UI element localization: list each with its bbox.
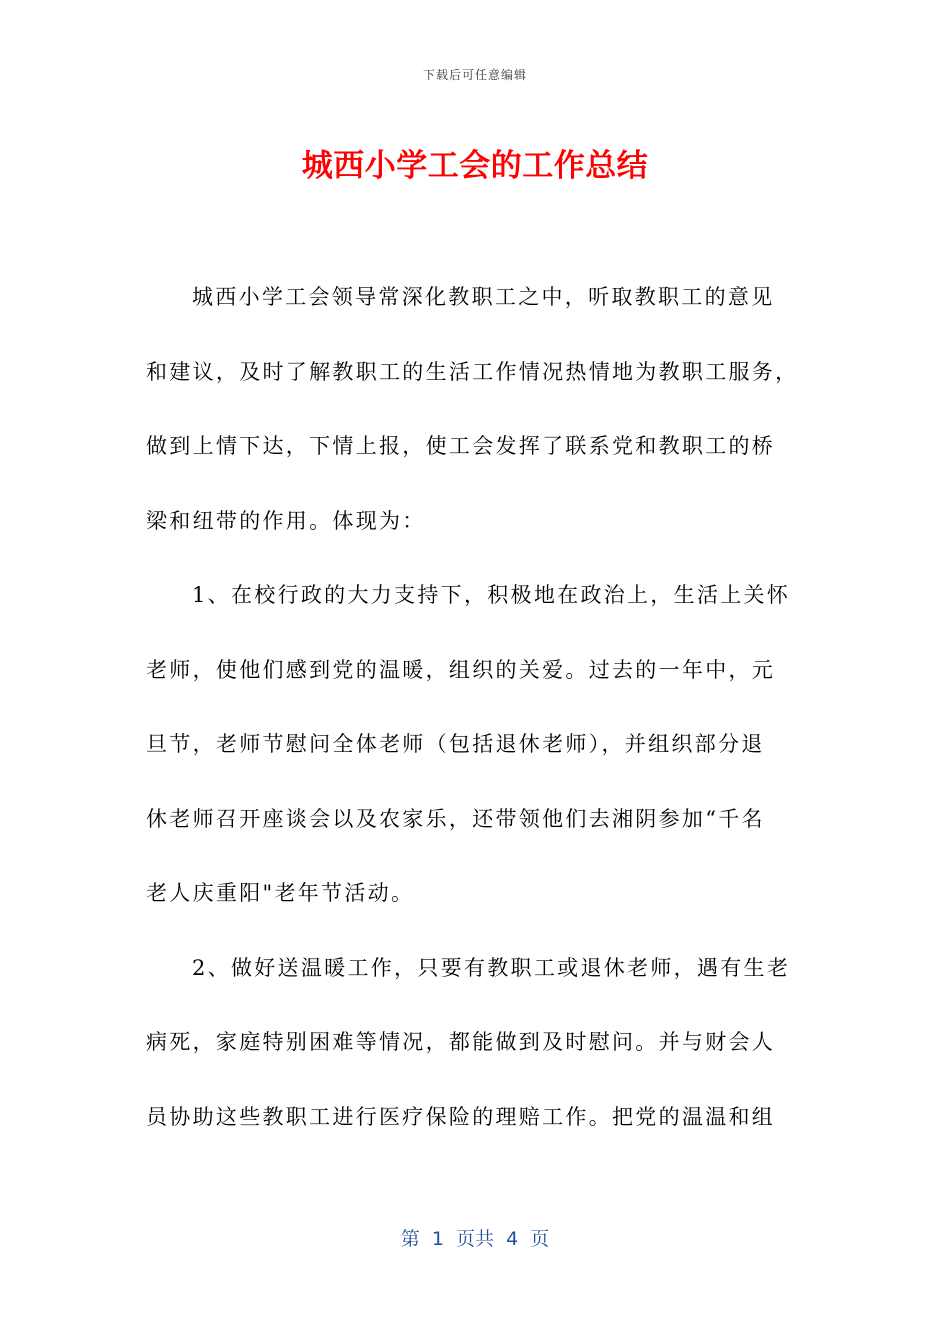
page-number-footer: 第 1 页共 4 页: [400, 1228, 550, 1250]
paragraph-line: 老人庆重阳"老年节活动。: [146, 881, 415, 905]
paragraph-line: 旦节，老师节慰问全体老师（包括退休老师），并组织部分退: [146, 732, 765, 756]
paragraph-line: 和建议，及时了解教职工的生活工作情况热情地为教职工服务，: [146, 359, 799, 384]
paragraph-line: 2、做好送温暖工作，只要有教职工或退休老师，遇有生老: [192, 955, 791, 980]
document-body: [146, 260, 806, 1154]
paragraph-line: 做到上情下达，下情上报，使工会发挥了联系党和教职工的桥: [146, 434, 776, 458]
paragraph-line: 员协助这些教职工进行医疗保险的理赔工作。把党的温温和组: [146, 1104, 776, 1129]
header-note: 下载后可任意编辑: [422, 68, 527, 82]
paragraph-line: 病死，家庭特别困难等情况，都能做到及时慰问。并与财会人: [146, 1030, 776, 1054]
paragraph-line: 梁和纽带的作用。体现为：: [146, 508, 426, 533]
paragraph-line: 城西小学工会领导常深化教职工之中，听取教职工的意见: [192, 285, 775, 309]
document-title: 城西小学工会的工作总结: [301, 148, 649, 184]
paragraph-line: 休老师召开座谈会以及农家乐，还带领他们去湘阴参加“千名: [146, 806, 765, 831]
paragraph-line: 老师，使他们感到党的温暖，组织的关爱。过去的一年中，元: [146, 657, 776, 682]
paragraph-line: 1、在校行政的大力支持下，积极地在政治上，生活上关怀: [192, 583, 791, 607]
